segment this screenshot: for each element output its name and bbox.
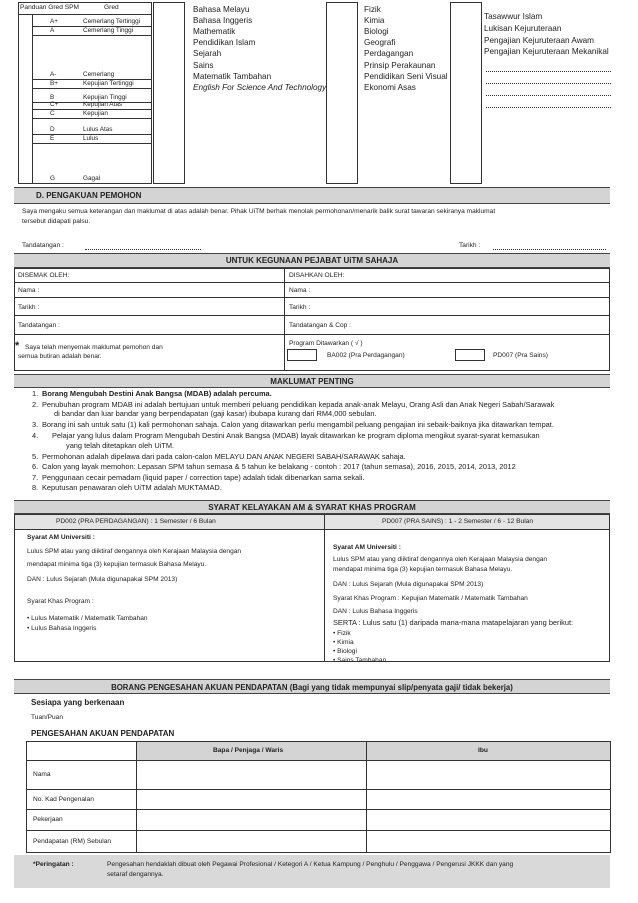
subject-name: Pendidikan Seni Visual xyxy=(364,71,448,81)
maklumat-item xyxy=(32,420,554,429)
asterisk-icon: * xyxy=(15,340,20,352)
grade-description: Cemerlang xyxy=(83,71,115,78)
peringatan-label: *Peringatan : xyxy=(33,861,74,868)
pejabat-title: UNTUK KEGUNAAN PEJABAT UiTM SAHAJA xyxy=(14,253,610,268)
maklumat-item-text: Pelajar yang lulus dalam Program Mengubah Destini Anak Bangsa (MDAB) layak ditawarkan ke program diploma mengikut syarat-syarat kemasukan xyxy=(52,431,540,440)
subject-grade-boxes-1 xyxy=(153,2,185,184)
left-dan: DAN : Lulus Sejarah (Mula digunapakai SPM 2013) xyxy=(27,576,178,583)
subject-name: Bahasa Melayu xyxy=(193,5,250,14)
grade-guide-header: Panduan Gred SPM xyxy=(20,4,80,11)
right-subject-sains-tambahan: • Sains Tambahan xyxy=(333,657,387,664)
pd007-label: PD007 (Pra Sains) xyxy=(493,352,548,359)
maklumat-item-text: Keputusan penawaran oleh UiTM adalah MUKTAMAD. xyxy=(42,483,222,492)
row-pendapatan-label: Pendapatan (RM) Sebulan xyxy=(33,838,112,845)
disahkan-tandatangan-label: Tandatangan & Cop : xyxy=(289,322,351,329)
subject-name: Sains xyxy=(193,60,214,70)
left-am-title: Syarat AM Universiti : xyxy=(27,534,95,541)
grade-code: A- xyxy=(50,71,57,78)
tuan-puan-text: Tuan/Puan xyxy=(31,714,64,721)
subject-name: Pengajian Kejuruteraan Awam xyxy=(484,35,594,45)
maklumat-title: MAKLUMAT PENTING xyxy=(14,374,610,388)
akuan-title: PENGESAHAN AKUAN PENDAPATAN xyxy=(31,729,175,738)
grade-code: A+ xyxy=(50,18,58,25)
grade-code: C xyxy=(50,110,55,117)
subject-name: Fizik xyxy=(364,5,381,14)
sesiapa-text: Sesiapa yang berkenaan xyxy=(31,698,125,707)
pengakuan-title: D. PENGAKUAN PEMOHON xyxy=(14,187,610,204)
right-khas: Syarat Khas Program : Kepujian Matematik / Matematik Tambahan xyxy=(333,595,528,602)
maklumat-item-number: 5. xyxy=(32,452,39,461)
grade-code: A xyxy=(50,27,55,34)
maklumat-item-number: 8. xyxy=(32,483,39,492)
pd007-checkbox[interactable] xyxy=(455,349,485,361)
grade-description: Gagal xyxy=(83,175,101,182)
maklumat-item xyxy=(32,431,540,440)
right-dan-2: DAN : Lulus Bahasa Inggeris xyxy=(333,608,418,615)
disemak-tarikh-label: Tarikh : xyxy=(18,304,40,311)
grade-code: G xyxy=(50,175,55,182)
right-am-1: Lulus SPM atau yang diiktiraf dengannya oleh Kerajaan Malaysia dengan xyxy=(333,556,548,563)
subject-name: Matematik Tambahan xyxy=(193,71,272,81)
pengesahan-title: BORANG PENGESAHAN AKUAN PENDAPATAN (Bagi yang tidak mempunyai slip/penyata gaji/ tidak bekerja) xyxy=(14,679,610,694)
maklumat-item-number: 7. xyxy=(32,473,39,482)
pengakuan-date-label: Tarikh : xyxy=(459,242,481,249)
subject-name: Bahasa Inggeris xyxy=(193,16,253,26)
maklumat-item-text: Borang ini sah untuk satu (1) kali permohonan sahaja. Calon yang ditawarkan perlu mengambil peluang pengajian ini sebaik-baiknya jika ditawarkan tempat. xyxy=(42,420,554,429)
pengakuan-text-1: Saya mengaku semua keterangan dan maklumat di atas adalah benar. Pihak UiTM berhak menolak permohonan/menarik balik surat tawaran sekiranya maklumat xyxy=(22,208,496,215)
pengakuan-signature-label: Tandatangan : xyxy=(22,242,64,249)
col-bapa-header: Bapa / Penjaga / Waris xyxy=(213,747,284,754)
ba002-label: BA002 (Pra Perdagangan) xyxy=(327,352,405,359)
semak-note-1: Saya telah menyemak maklumat pemohon dan xyxy=(25,344,163,351)
grade-code: C+ xyxy=(50,101,59,108)
maklumat-item xyxy=(32,400,554,409)
subject-name: Lukisan Kejuruteraan xyxy=(484,23,562,33)
maklumat-item-text: Calon yang layak memohon: Lepasan SPM tahun semasa & 5 tahun ke belakang - contoh : 2017 (tahun semasa), 2016, 2015, 2014, 2013, 2012 xyxy=(42,462,516,471)
grade-description: Lulus xyxy=(83,135,99,142)
right-subject-fizik: • Fizik xyxy=(333,630,351,637)
maklumat-item xyxy=(32,452,406,461)
subject-grade-boxes-2 xyxy=(326,2,358,184)
right-dan: DAN : Lulus Sejarah (Mula digunapakai SPM 2013) xyxy=(333,581,484,588)
peringatan-text-2: setaraf dengannya. xyxy=(107,871,164,878)
program-ditawarkan-label: Program Ditawarkan ( √ ) xyxy=(289,340,363,347)
grade-description: Kepujian xyxy=(83,110,108,117)
subject-name: Biologi xyxy=(364,27,389,37)
right-serta: SERTA : Lulus satu (1) daripada mana-mana matapelajaran yang berikut: xyxy=(333,618,574,627)
maklumat-item xyxy=(32,483,222,492)
disahkan-tarikh-label: Tarikh : xyxy=(289,304,311,311)
subject-name: Ekonomi Asas xyxy=(364,82,416,92)
pd007-heading: PD007 (PRA SAINS) : 1 - 2 Semester / 6 - 12 Bulan xyxy=(382,518,533,525)
right-am-title: Syarat AM Universiti : xyxy=(333,544,401,551)
grade-column-header: Gred xyxy=(104,4,119,11)
left-am-1: Lulus SPM atau yang diiktiraf dengannya oleh Kerajaan Malaysia dengan xyxy=(27,548,242,555)
right-am-2: mendapat minima tiga (3) kepujian termasuk Bahasa Melayu. xyxy=(333,566,513,573)
subject-name: Tasawwur Islam xyxy=(484,12,543,21)
disahkan-nama-label: Nama : xyxy=(289,287,311,294)
row-pekerjaan-label: Pekerjaan xyxy=(33,816,63,823)
syarat-table xyxy=(14,514,610,662)
disemak-label: DISEMAK OLEH: xyxy=(18,272,70,279)
grade-code: B+ xyxy=(50,80,58,87)
maklumat-item-text: Borang Mengubah Destini Anak Bangsa (MDAB) adalah percuma. xyxy=(42,389,272,398)
subject-name: Kimia xyxy=(364,16,385,26)
maklumat-item-text: Penubuhan program MDAB ini adalah bertujuan untuk memberi peluang pendidikan kepada anak-anak Melayu, Orang Asli dan Anak Negeri Sabah/Sarawak xyxy=(42,400,555,409)
disahkan-label: DISAHKAN OLEH: xyxy=(289,272,345,279)
grade-code: E xyxy=(50,135,55,142)
pengakuan-signature-field[interactable] xyxy=(85,249,201,250)
subject-name: Pengajian Kejuruteraan Mekanikal xyxy=(484,47,609,57)
ba002-checkbox[interactable] xyxy=(287,349,317,361)
subject-name: Perdagangan xyxy=(364,49,414,59)
grade-description: Cemerlang Tinggi xyxy=(83,27,134,34)
maklumat-item-number: 3. xyxy=(32,420,39,429)
left-khas-1: • Lulus Matematik / Matematik Tambahan xyxy=(27,615,148,622)
left-khas-2: • Lulus Bahasa Inggeris xyxy=(27,625,97,632)
subject-name: Prinsip Perakaunan xyxy=(364,60,436,70)
maklumat-item-text: Permohonan adalah dipelawa dari pada calon-calon MELAYU DAN ANAK NEGERI SABAH/SARAWAK sahaja. xyxy=(42,452,406,461)
maklumat-item-number: 2. xyxy=(32,400,39,409)
subject-grade-boxes-3 xyxy=(450,2,482,184)
right-subject-kimia: • Kimia xyxy=(333,639,354,646)
maklumat-item-number: 6. xyxy=(32,462,39,471)
maklumat-item-number: 4. xyxy=(32,431,39,440)
maklumat-item-text: di bandar dan luar bandar yang berpendapatan (gaji kasar) ibubapa kurang dari RM4,000 sebulan. xyxy=(54,409,377,418)
maklumat-item xyxy=(32,462,516,471)
right-subject-biologi: • Biologi xyxy=(333,648,357,655)
peringatan-text-1: Pengesahan hendaklah dibuat oleh Pegawai Profesional / Ketegori A / Ketua Kampung / Penghulu / Penggawa / Pengerusi JKKK dan yang xyxy=(107,861,514,868)
pengakuan-date-field[interactable] xyxy=(493,249,606,250)
maklumat-item xyxy=(32,441,174,450)
pengakuan-text-2: tersebut didapati palsu. xyxy=(22,218,91,225)
subject-name: English For Science And Technology xyxy=(193,82,327,92)
maklumat-item xyxy=(32,473,365,482)
left-khas-title: Syarat Khas Program : xyxy=(27,598,94,605)
disemak-nama-label: Nama : xyxy=(18,287,40,294)
grade-description: Kepujian Tinggi xyxy=(83,94,127,101)
syarat-title: SYARAT KELAYAKAN AM & SYARAT KHAS PROGRAM xyxy=(14,500,610,514)
maklumat-item-number: 1. xyxy=(32,389,39,398)
grade-description: Cemerlang Tertinggi xyxy=(83,18,141,25)
col-ibu-header: Ibu xyxy=(478,747,488,754)
peringatan-box xyxy=(14,855,610,888)
grade-code: D xyxy=(50,126,55,133)
subject-name: Geografi xyxy=(364,38,396,48)
subject-name: Pendidikan Islam xyxy=(193,38,256,48)
grade-description: Kepujian Tertinggi xyxy=(83,80,134,87)
subject-name: Sejarah xyxy=(193,49,222,59)
left-am-2: mendapat minima tiga (3) kepujian termasuk Bahasa Melayu. xyxy=(27,561,207,568)
maklumat-item xyxy=(32,389,272,398)
subject-name: Mathematik xyxy=(193,27,236,37)
grade-code: B xyxy=(50,94,55,101)
grade-description: Lulus Atas xyxy=(83,126,113,133)
maklumat-item xyxy=(32,409,377,418)
row-nama-label: Nama xyxy=(33,771,51,778)
row-ic-label: No. Kad Pengenalan xyxy=(33,796,94,803)
grade-description: Kepujian Atas xyxy=(83,101,123,108)
disemak-tandatangan-label: Tandatangan : xyxy=(18,322,60,329)
maklumat-item-text: yang telah ditetapkan oleh UiTM. xyxy=(66,441,175,450)
maklumat-item-text: Penggunaan cecair pemadam (liquid paper / correction tape) adalah tidak dibenarkan sama sekali. xyxy=(42,473,365,482)
pd002-heading: PD002 (PRA PERDAGANGAN) : 1 Semester / 6 Bulan xyxy=(56,518,216,525)
semak-note-2: semua butiran adalah benar. xyxy=(18,353,102,360)
